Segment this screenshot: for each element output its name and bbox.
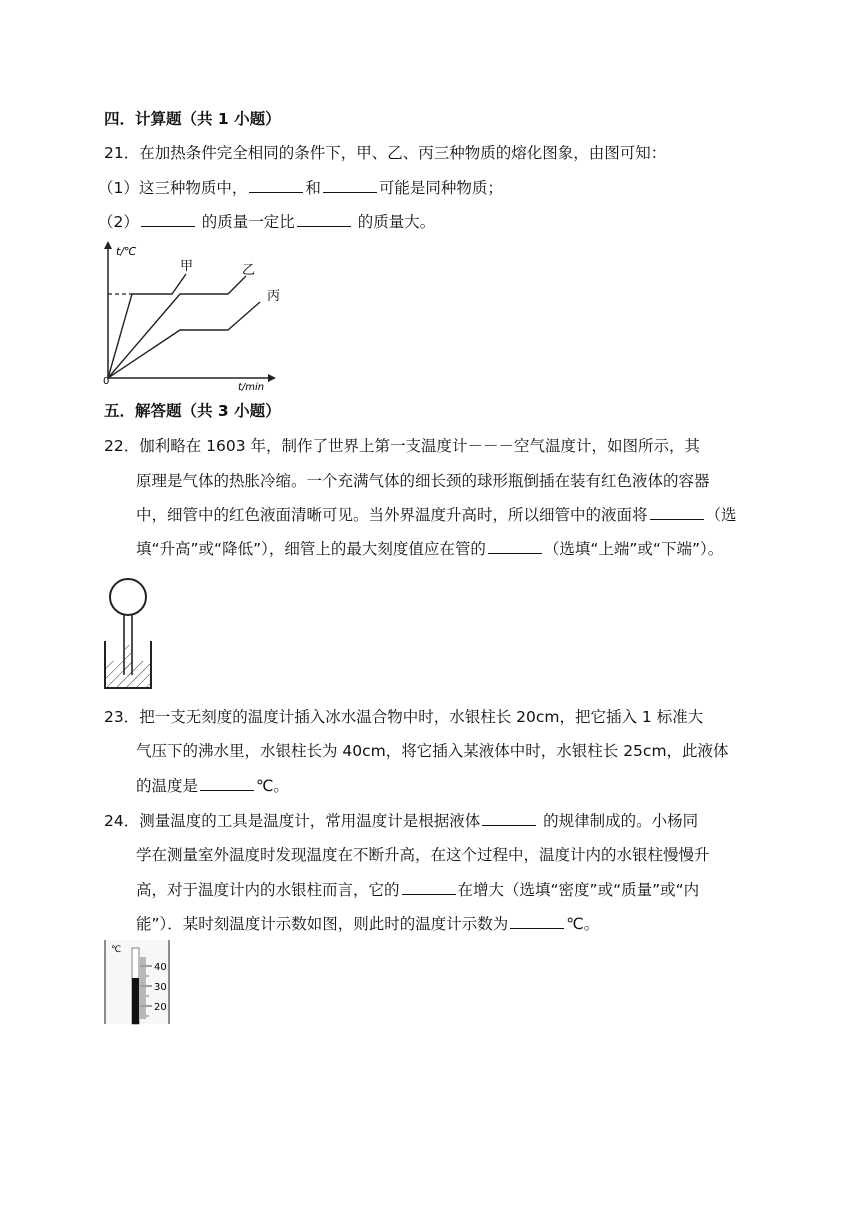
q21-part2-text-c: 的质量大。: [352, 213, 436, 231]
thermometer-reading-figure: [102, 940, 174, 1026]
tube-liquid: [125, 645, 131, 675]
q23-line-2: 气压下的沸水里，水银柱长为 40cm，将它插入某液体中时，水银柱长 25cm，此液体: [136, 742, 729, 760]
x-axis-arrow: [268, 374, 276, 382]
q24-line-4-text-a: 能”）．某时刻温度计示数如图，则此时的温度计示数为: [136, 915, 509, 933]
q21-part1-text-a: （1）这三种物质中，: [98, 179, 248, 197]
q22-line-3: [136, 504, 737, 526]
label-bing: 丙: [267, 289, 281, 304]
q22-line-4-text-a: 填“升高”或“降低”），细管上的最大刻度值应在管的: [136, 540, 486, 558]
q22-line-4-text-b: （选填“上端”或“下端”）。: [543, 540, 724, 558]
q21-part2: [98, 211, 435, 233]
q24-line-3-text-b: 在增大（选填“密度”或“质量”或“内: [457, 881, 700, 899]
x-axis-label: t/min: [238, 382, 265, 392]
q21-part2-text-a: （2）: [98, 213, 139, 231]
q22-line-1: 22．伽利略在 1603 年，制作了世界上第一支温度计－－－空气温度计，如图所示，其: [104, 437, 701, 455]
q24-line-3: [136, 879, 699, 901]
q24-line-3-text-a: 高，对于温度计内的水银柱而言，它的: [136, 881, 400, 899]
answer-blank[interactable]: [297, 212, 351, 227]
label-yi: 乙: [242, 263, 256, 278]
answer-blank[interactable]: [323, 178, 377, 193]
q23-line-3: [136, 775, 289, 797]
q24-line-1: [104, 810, 698, 832]
section-4-heading: 四．计算题（共 1 小题）: [104, 110, 281, 128]
answer-blank[interactable]: [249, 178, 303, 193]
q24-line-2: 学在测量室外温度时发现温度在不断升高，在这个过程中，温度计内的水银柱慢慢升: [136, 846, 710, 864]
q24-line-1-text-b: 的规律制成的。小杨同: [538, 812, 699, 830]
answer-blank[interactable]: [200, 776, 254, 791]
tick-label-20: 20: [154, 1002, 167, 1013]
q22-line-3-text-b: （选: [705, 506, 737, 524]
q23-line-3-text-b: ℃。: [256, 777, 289, 795]
y-axis-label: t/℃: [116, 245, 137, 258]
answer-blank[interactable]: [510, 914, 564, 929]
y-axis-arrow: [104, 241, 112, 249]
label-jia: 甲: [180, 259, 194, 274]
answer-blank[interactable]: [650, 505, 704, 520]
unit-label: ℃: [111, 945, 122, 955]
q21-part2-text-b: 的质量一定比: [196, 213, 295, 231]
mercury-column: [132, 978, 139, 1024]
q24-line-1-text-a: 24．测量温度的工具是温度计，常用温度计是根据液体: [104, 812, 481, 830]
q22-line-3-text-a: 中，细管中的红色液面清晰可见。当外界温度升高时，所以细管中的液面将: [136, 506, 648, 524]
q21-part1: [98, 177, 503, 199]
melting-graph-figure: [100, 238, 284, 392]
q24-line-4: [136, 913, 599, 935]
q21-part1-text-c: 可能是同种物质；: [378, 179, 503, 197]
q22-line-2: 原理是气体的热胀冷缩。一个充满气体的细长颈的球形瓶倒插在装有红色液体的容器: [136, 472, 710, 490]
q23-line-3-text-a: 的温度是: [136, 777, 199, 795]
answer-blank[interactable]: [402, 880, 456, 895]
answer-blank[interactable]: [141, 212, 195, 227]
answer-blank[interactable]: [482, 811, 536, 826]
answer-blank[interactable]: [488, 539, 542, 554]
q24-line-4-text-b: ℃。: [566, 915, 600, 933]
glass-bulb: [110, 579, 146, 615]
curve-jia: [108, 274, 186, 378]
q22-line-4: [136, 538, 723, 560]
tick-label-30: 30: [154, 982, 167, 993]
q23-line-1: 23．把一支无刻度的温度计插入冰水温合物中时，水银柱长 20cm，把它插入 1 标准大: [104, 708, 704, 726]
curve-yi: [108, 276, 246, 378]
q21-part1-text-b: 和: [305, 179, 321, 197]
air-thermometer-figure: [100, 575, 160, 693]
origin-label: 0: [103, 376, 110, 387]
q21-stem: 21．在加热条件完全相同的条件下，甲、乙、丙三种物质的熔化图象，由图可知：: [104, 144, 667, 162]
tick-label-40: 40: [154, 962, 167, 973]
section-5-heading: 五．解答题（共 3 小题）: [104, 402, 281, 420]
curve-bing: [108, 302, 260, 378]
